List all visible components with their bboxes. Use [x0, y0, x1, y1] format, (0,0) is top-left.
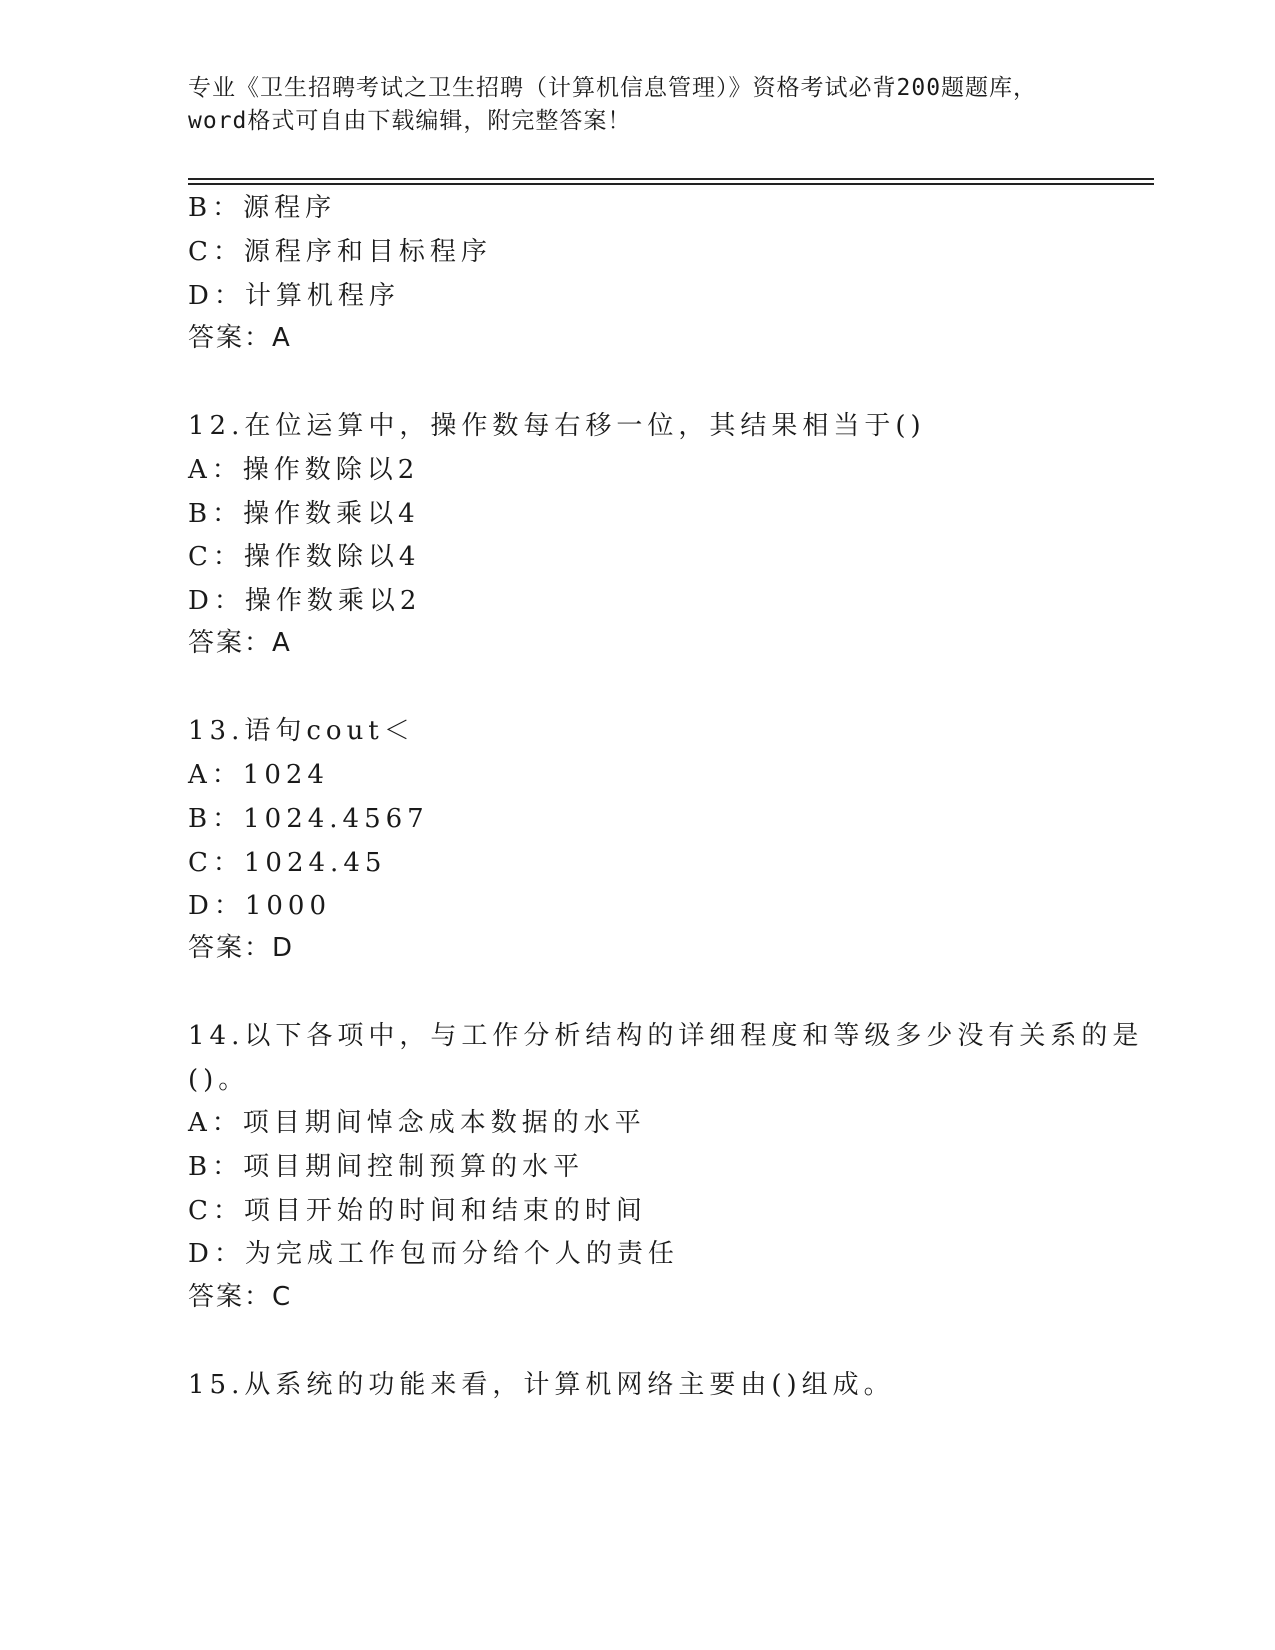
q12-option-b: B：操作数乘以4	[188, 499, 420, 529]
q12-option-a: A：操作数除以2	[188, 455, 420, 485]
q15-stem: 15.从系统的功能来看，计算机网络主要由()组成。	[188, 1370, 895, 1400]
q12-option-d: D：操作数乘以2	[188, 586, 422, 616]
q12-answer: 答案：A	[188, 628, 292, 658]
q13-option-d: D：1000	[188, 891, 332, 921]
q14-stem-line-1: 14.以下各项中，与工作分析结构的详细程度和等级多少没有关系的是	[188, 1021, 1144, 1051]
q12-option-c: C：操作数除以4	[188, 542, 421, 572]
q13-answer: 答案：D	[188, 933, 295, 963]
header-line-1: 专业《卫生招聘考试之卫生招聘（计算机信息管理）》资格考试必背200题题库，	[188, 75, 1038, 101]
q13-stem: 13.语句cout＜	[188, 716, 415, 746]
q14-option-a: A：项目期间悼念成本数据的水平	[188, 1108, 646, 1138]
q11-option-c: C：源程序和目标程序	[188, 237, 492, 267]
q14-option-d: D：为完成工作包而分给个人的责任	[188, 1239, 679, 1269]
q11-option-d: D：计算机程序	[188, 281, 400, 311]
document-header	[188, 72, 1088, 138]
q14-stem-line-2: ()。	[188, 1065, 250, 1095]
header-divider-top	[188, 178, 1154, 180]
q14-option-b: B：项目期间控制预算的水平	[188, 1152, 585, 1182]
q11-answer: 答案：A	[188, 323, 292, 353]
q14-answer: 答案：C	[188, 1282, 293, 1312]
q13-option-c: C：1024.45	[188, 848, 387, 878]
q13-option-a: A：1024	[188, 760, 329, 790]
q12-stem: 12.在位运算中，操作数每右移一位，其结果相当于()	[188, 411, 926, 441]
header-divider-bottom	[188, 183, 1154, 185]
q14-option-c: C：项目开始的时间和结束的时间	[188, 1196, 647, 1226]
q13-option-b: B：1024.4567	[188, 804, 429, 834]
q11-option-b: B：源程序	[188, 193, 337, 223]
header-line-2: word格式可自由下载编辑，附完整答案！	[188, 108, 632, 134]
